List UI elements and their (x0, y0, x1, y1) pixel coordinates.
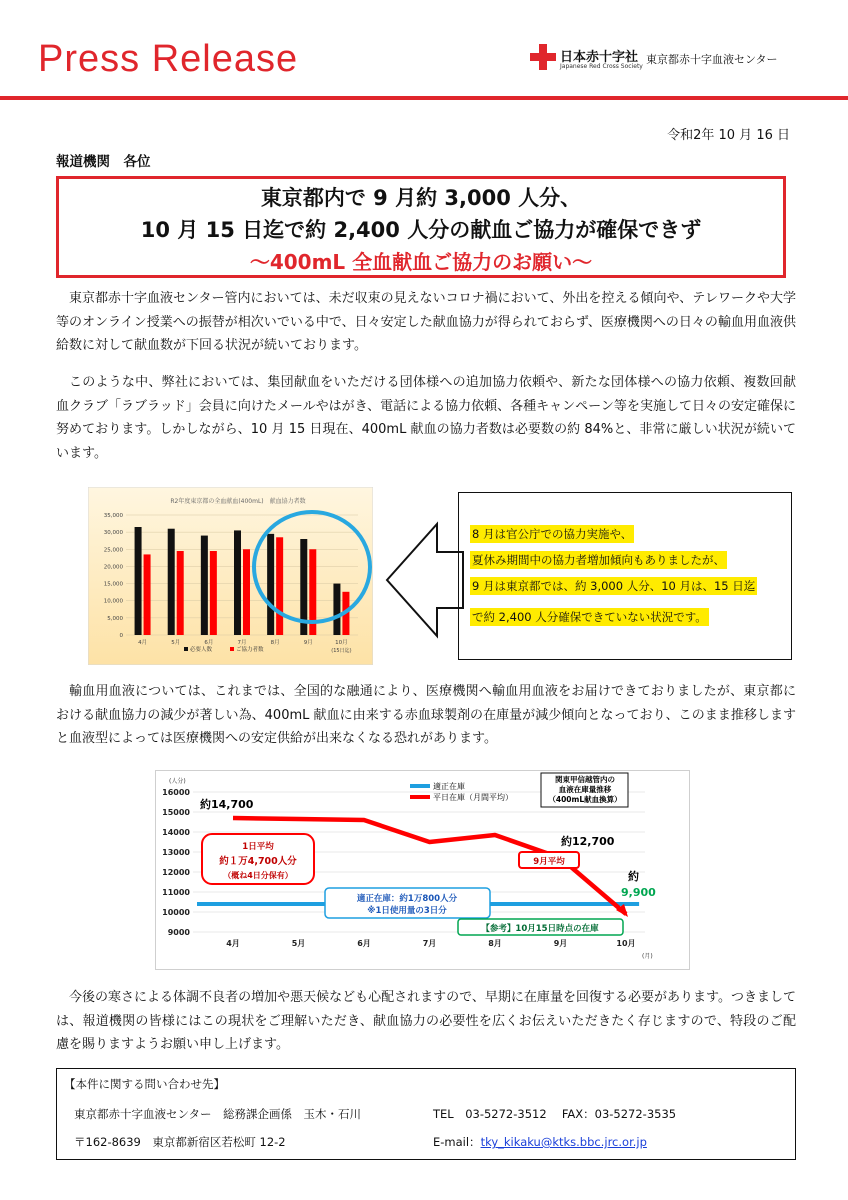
line-chart-title-3: （400mL献血換算） (548, 795, 622, 804)
bar-y-tick-label: 0 (119, 633, 123, 639)
bar-chart-title: R2年度東京都の全血献血(400mL) 献血協力者数 (170, 498, 306, 505)
line-y-tick-label: 14000 (162, 828, 190, 837)
bar-legend-label: 必要人数 (190, 647, 213, 653)
start-note-line-2: 約１万4,700人分 (219, 856, 297, 867)
legend-proper-stock-label: 適正在庫 (433, 782, 465, 791)
line-chart-y-unit: (人分) (169, 778, 186, 785)
inquiry-email-label: E-mail： (433, 1135, 481, 1149)
bar-required (168, 529, 175, 635)
callout-line-3: 9 月は東京都では、約 3,000 人分、10 月は、15 日迄 (472, 579, 756, 593)
line-x-tick-label: 4月 (226, 939, 240, 948)
start-note-line-3: （概ね4日分保有） (223, 871, 293, 880)
bar-x-tick-label: 9月 (303, 640, 313, 646)
bar-y-tick-label: 25,000 (103, 547, 123, 554)
highlight-circle (250, 508, 375, 626)
line-y-tick-label: 9000 (167, 928, 190, 937)
september-average-label: 9月平均 (533, 857, 565, 867)
inquiry-email-link[interactable]: tky_kikaku@ktks.bbc.jrc.or.jp (480, 1135, 647, 1149)
bar-donors (144, 554, 151, 635)
inquiry-tel-fax: TEL 03-5272-3512 FAX：03-5272-3535 (433, 1107, 677, 1121)
line-x-tick-label: 6月 (357, 939, 371, 948)
bar-y-tick-label: 5,000 (107, 615, 123, 622)
bar-y-tick-label: 10,000 (103, 598, 123, 605)
line-x-tick-label: 10月 (616, 939, 636, 948)
line-x-tick-label: 9月 (553, 939, 568, 948)
bar-donors (210, 551, 217, 635)
line-y-tick-label: 11000 (162, 888, 190, 897)
line-x-tick-label: 5月 (291, 939, 306, 948)
center-name: 東京都赤十字血液センター (646, 53, 778, 66)
bar-legend-label: ご協力者数 (236, 647, 264, 653)
bar-y-tick-label: 30,000 (103, 530, 123, 537)
inquiry-address: 〒162-8639 東京都新宿区若松町 12-2 (74, 1135, 286, 1149)
left-arrow-icon (385, 520, 465, 640)
line-y-tick-label: 16000 (162, 788, 190, 797)
bar-x-tick-label: 7月 (237, 640, 247, 646)
callout-box (458, 492, 792, 660)
header-divider (0, 96, 848, 100)
body-paragraph-2: このような中、弊社においては、集団献血をいただける団体様への追加協力依頼や、新たな団体様への協力依頼、複数回献血クラブ「ラブラッド」会員に向けたメールやはがき、電話による協力依頼、各種キャンペーン等を実施して日々の安定確保に努めております。しかしながら、10 月 15 日現在、400mL 献血の協力者数は必要数の約 84%と、非常に厳しい状況が続いています。 (56, 375, 796, 461)
body-paragraph-3: 輸血用血液については、これまでは、全国的な融通により、医療機関へ輸血用血液をお届けできておりましたが、東京都における献血協力の減少が著しい為、400mL 献血に由来する赤血球製剤の在庫量が減少傾向となっており、このまま推移しますと血液型によっては医療機関への安定供給が出来なくなる恐れがあります。 (56, 684, 796, 746)
headline-subtitle: ～400mL 全血献血ご協力のお願い～ (249, 250, 593, 274)
addressee: 報道機関 各位 (56, 154, 151, 170)
proper-stock-note-2: ※1日使用量の3日分 (367, 906, 447, 916)
line-y-tick-label: 12000 (162, 868, 190, 877)
bar-donors (177, 551, 184, 635)
callout-line-2: 夏休み期間中の協力者増加傾向もありましたが、 (472, 553, 725, 567)
callout-line-4: で約 2,400 人分確保できていない状況です。 (472, 610, 707, 624)
headline-line-2: 10 月 15 日迄で約 2,400 人分の献血ご協力が確保できず (140, 218, 702, 242)
inquiry-organization: 東京都赤十字血液センター 総務課企画係 玉木・石川 (74, 1107, 362, 1121)
line-chart-title-2: 血液在庫量推移 (558, 785, 612, 794)
bar-x-tick-label: 5月 (171, 640, 181, 646)
bar-required (234, 530, 241, 635)
start-value-label: 約14,700 (200, 798, 254, 811)
line-y-tick-label: 15000 (162, 808, 190, 817)
bar-y-tick-label: 35,000 (103, 513, 123, 519)
release-date: 令和2年 10 月 16 日 (667, 128, 790, 143)
bar-x-tick-label: 10月 (335, 640, 348, 646)
line-chart-x-unit: (月) (642, 953, 653, 960)
reference-note-label: 【参考】10月15日時点の在庫 (481, 924, 599, 934)
bar-donors (243, 549, 250, 635)
headline-line-1: 東京都内で 9 月約 3,000 人分、 (260, 186, 582, 210)
proper-stock-note-1: 適正在庫：約1万800人分 (356, 894, 458, 904)
inquiry-title: 【本件に関する問い合わせ先】 (64, 1077, 225, 1091)
september-value-label: 約12,700 (561, 835, 615, 848)
start-note-line-1: 1日平均 (242, 842, 274, 852)
red-cross-logo-icon (530, 44, 556, 70)
bar-legend-swatch (184, 647, 188, 651)
bar-required (201, 536, 208, 635)
logo-name: 日本赤十字社 (560, 50, 639, 65)
line-chart-title-1: 関東甲信越管内の (555, 775, 615, 784)
press-release-title: Press Release (38, 38, 299, 80)
bar-x-tick-label: 8月 (270, 640, 280, 646)
bar-x-tick-label: 4月 (138, 640, 148, 646)
october-value-label: 9,900 (621, 886, 656, 899)
inquiry-email-row (433, 1134, 647, 1150)
line-x-tick-label: 8月 (488, 939, 502, 948)
bar-category-note: (15日迄) (331, 648, 352, 654)
line-x-tick-label: 7月 (422, 939, 437, 948)
logo-english-name: Japanese Red Cross Society (560, 63, 643, 70)
callout-line-1: 8 月は官公庁での協力実施や、 (472, 527, 633, 541)
bar-x-tick-label: 6月 (204, 640, 214, 646)
bar-y-tick-label: 15,000 (103, 581, 123, 588)
inventory-line-chart (155, 770, 690, 970)
body-paragraph-4: 今後の寒さによる体調不良者の増加や悪天候なども心配されますので、早期に在庫量を回復する必要があります。つきましては、報道機関の皆様にはこの現状をご理解いただき、献血協力の必要性を広くお伝えいただきたく存じますので、特段のご配慮を賜りますようお願い申し上げます。 (56, 990, 796, 1052)
october-prefix-label: 約 (628, 870, 639, 883)
bar-required (135, 527, 142, 635)
line-y-tick-label: 13000 (162, 848, 190, 857)
body-paragraph-1: 東京都赤十字血液センター管内においては、未だ収束の見えないコロナ禍において、外出を控える傾向や、テレワークや大学等のオンライン授業への振替が相次いでいる中で、日々安定した献血協力が得られておらず、医療機関への日々の輸血用血液供給数に対して献血数が下回る状況が続いております。 (56, 291, 796, 353)
legend-weekday-stock-label: 平日在庫（月間平均） (433, 793, 513, 802)
bar-y-tick-label: 20,000 (103, 564, 123, 571)
line-y-tick-label: 10000 (162, 908, 190, 917)
bar-legend-swatch (230, 647, 234, 651)
